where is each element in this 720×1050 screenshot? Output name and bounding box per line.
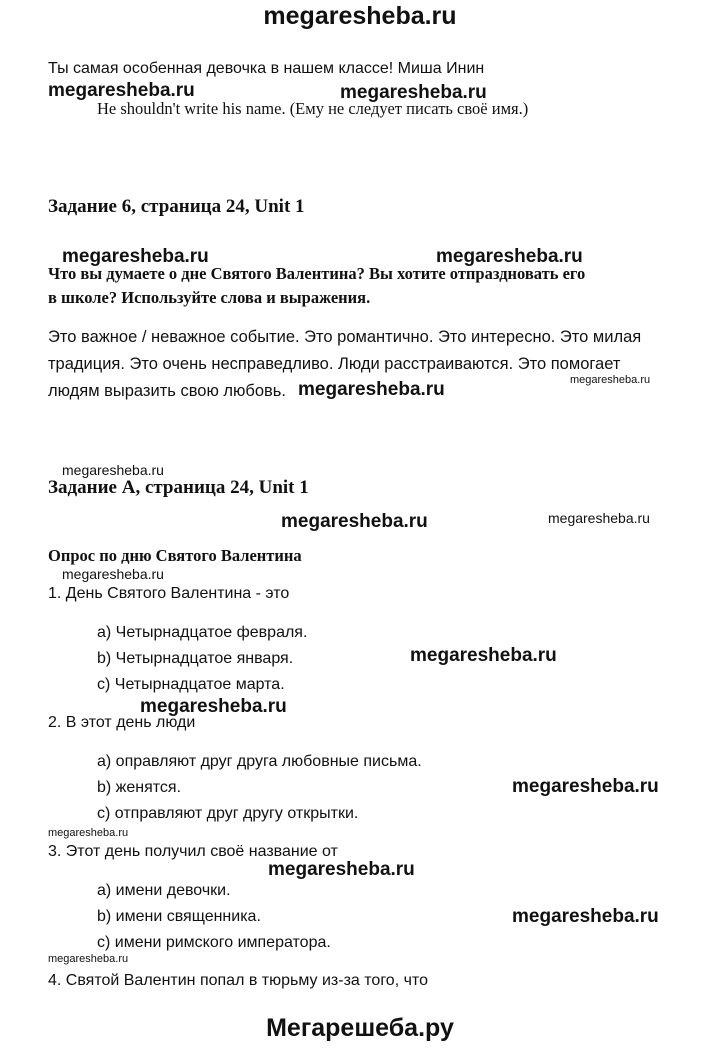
watermark: megaresheba.ru — [512, 906, 659, 927]
task6-question-line-1: Что вы думаете о дне Святого Валентина? Вы хотите отпраздновать его — [48, 264, 586, 283]
intro-line-1: Ты самая особенная девочка в нашем классе! Миша Инин — [48, 60, 485, 77]
q1-option-c: c) Четырнадцатое марта. — [97, 676, 285, 693]
watermark: megaresheba.ru — [410, 645, 557, 666]
watermark: megaresheba.ru — [268, 859, 415, 880]
q2-option-c: c) отправляют друг другу открытки. — [97, 805, 359, 822]
q3-option-c: c) имени римского императора. — [97, 934, 331, 951]
watermark: megaresheba.ru — [436, 246, 583, 267]
watermark: megaresheba.ru — [298, 379, 445, 400]
task6-answer-line-3: людям выразить свою любовь. — [48, 382, 286, 400]
watermark: megaresheba.ru — [281, 511, 428, 532]
watermark: megaresheba.ru — [140, 696, 287, 717]
q3-text: 3. Этот день получил своё название от — [48, 843, 338, 860]
q1-option-a: a) Четырнадцатое февраля. — [97, 624, 308, 641]
taskA-subheading: Опрос по дню Святого Валентина — [48, 546, 302, 565]
q2-option-a: a) оправляют друг друга любовные письма. — [97, 753, 422, 770]
task6-question-line-2: в школе? Используйте слова и выражения. — [48, 288, 371, 307]
watermark: megaresheba.ru — [570, 374, 651, 386]
watermark: megaresheba.ru — [62, 566, 164, 582]
watermark: megaresheba.ru — [48, 80, 195, 101]
site-footer: Мегарешеба.ру — [266, 1014, 454, 1042]
q1-text: 1. День Святого Валентина - это — [48, 585, 290, 602]
watermark: megaresheba.ru — [340, 82, 487, 103]
site-header: megaresheba.ru — [263, 2, 457, 30]
q3-option-b: b) имени священника. — [97, 908, 261, 925]
intro-line-2: He shouldn't write his name. (Ему не следует писать своё имя.) — [97, 99, 529, 118]
q4-text: 4. Святой Валентин попал в тюрьму из-за того, что — [48, 972, 428, 989]
q1-option-b: b) Четырнадцатое января. — [97, 650, 294, 667]
taskA-heading: Задание А, страница 24, Unit 1 — [48, 477, 309, 498]
watermark: megaresheba.ru — [62, 246, 209, 267]
task6-answer-line-1: Это важное / неважное событие. Это романтично. Это интересно. Это милая — [48, 328, 642, 346]
q3-option-a: a) имени девочки. — [97, 882, 231, 899]
watermark: megaresheba.ru — [48, 827, 129, 839]
watermark: megaresheba.ru — [512, 776, 659, 797]
task6-heading: Задание 6, страница 24, Unit 1 — [48, 196, 305, 217]
watermark: megaresheba.ru — [62, 462, 164, 478]
q2-text: 2. В этот день люди — [48, 714, 196, 731]
q2-option-b: b) женятся. — [97, 779, 182, 796]
watermark: megaresheba.ru — [548, 510, 650, 526]
watermark: megaresheba.ru — [48, 953, 129, 965]
task6-answer-line-2: традиция. Это очень несправедливо. Люди расстраиваются. Это помогает — [48, 355, 621, 373]
